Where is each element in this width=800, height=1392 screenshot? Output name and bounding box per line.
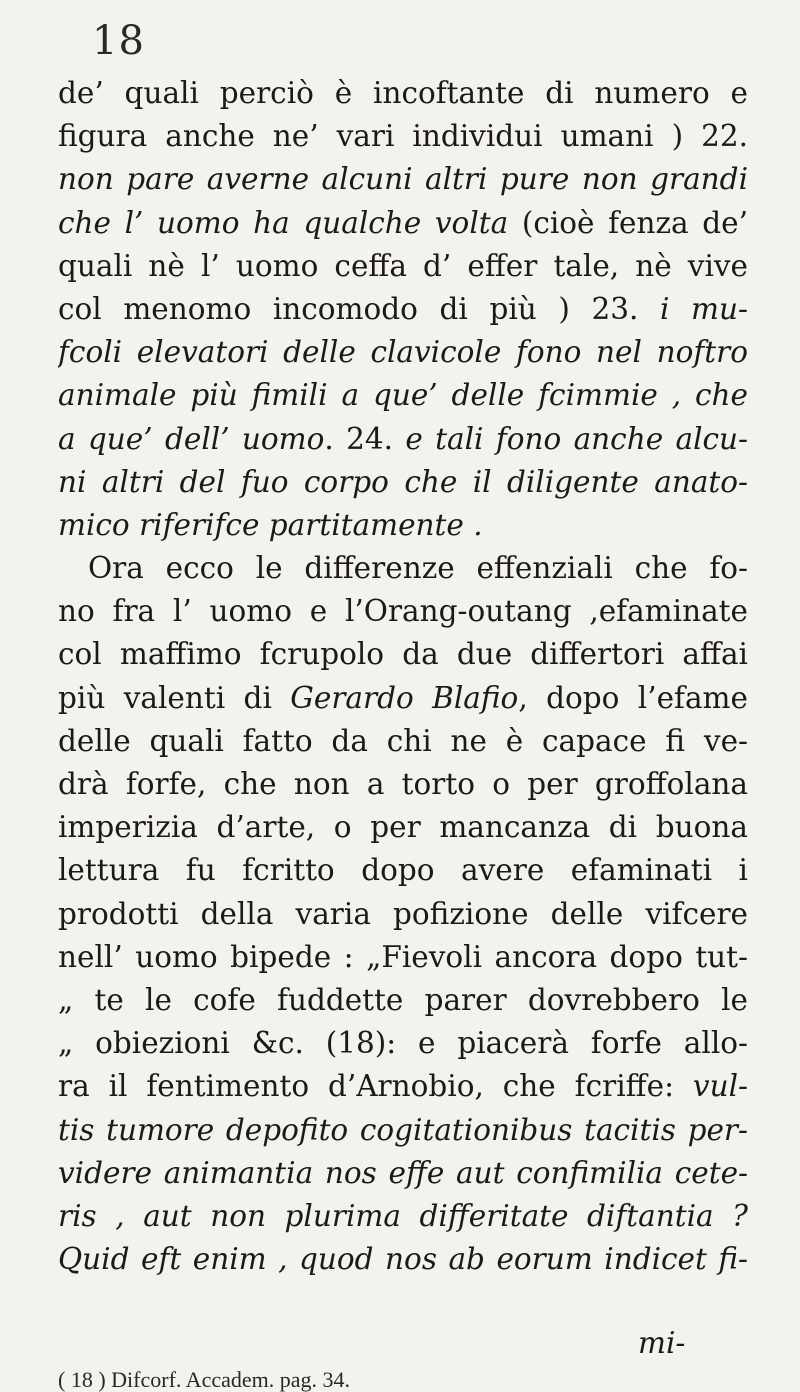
roman-text: „ te le cofe fuddette parer dovrebbero le	[58, 982, 748, 1017]
text-line	[58, 1109, 748, 1152]
text-line	[58, 806, 748, 849]
roman-text: . 24.	[324, 421, 406, 456]
text-line	[58, 893, 748, 936]
text-line	[58, 677, 748, 720]
text-line	[58, 1152, 748, 1195]
roman-text: nell’ uomo bipede : „Fievoli ancora dopo tut-	[58, 939, 748, 974]
text-line	[58, 979, 748, 1022]
italic-text: fcoli elevatori delle clavicole fono nel noftro	[58, 335, 748, 370]
roman-text: delle quali fatto da chi ne è capace fi ve-	[58, 723, 748, 758]
text-line	[58, 1022, 748, 1065]
text-line	[58, 331, 748, 374]
italic-text: ris , aut non plurima differitate diftantia ?	[58, 1198, 748, 1233]
roman-text: ra il fentimento d’Arnobio, che fcriffe:	[58, 1069, 693, 1104]
text-line	[58, 418, 748, 461]
roman-text: (cioè fenza de’	[508, 205, 748, 240]
italic-text: non pare averne alcuni altri pure non grandi	[58, 162, 748, 197]
roman-text: col menomo incomodo di più ) 23.	[58, 291, 661, 326]
text-line	[58, 72, 748, 115]
roman-text: figura anche ne’ vari individui umani ) 22.	[58, 119, 748, 154]
text-line	[58, 288, 748, 331]
roman-text: „ obiezioni &c. (18): e piacerà forfe allo-	[58, 1026, 748, 1061]
roman-text: col maffimo fcrupolo da due differtori affai	[58, 637, 748, 672]
text-line	[58, 1065, 748, 1108]
footnote: ( 18 ) Difcorf. Accadem. pag. 34.	[58, 1367, 351, 1392]
italic-text: animale più fimili a que’ delle fcimmie , che	[58, 378, 748, 413]
roman-text: lettura fu fcritto dopo avere efaminati i	[58, 853, 748, 888]
catchword: mi-	[638, 1326, 686, 1360]
text-line	[58, 849, 748, 892]
italic-text: che l’ uomo ha qualche volta	[58, 205, 509, 240]
text-line	[58, 374, 748, 417]
italic-text: a que’ dell’ uomo	[58, 421, 325, 456]
roman-text: più valenti di	[58, 680, 291, 715]
roman-text: no fra l’ uomo e l’Orang-outang ,efaminate	[58, 594, 748, 629]
roman-text: prodotti della varia pofizione delle vifcere	[58, 896, 748, 931]
text-line	[58, 245, 748, 288]
text-line	[58, 763, 748, 806]
roman-text: , dopo l’efame	[518, 680, 748, 715]
italic-text: videre animantia nos effe aut confimilia cete-	[58, 1155, 748, 1190]
text-line	[58, 461, 748, 504]
italic-text: Quid eft enim , quod nos ab eorum indicet fi-	[58, 1242, 748, 1277]
roman-text: Ora ecco le differenze effenziali che fo-	[88, 551, 748, 586]
text-line	[58, 547, 748, 590]
italic-text: ni altri del fuo corpo che il diligente anato-	[58, 464, 748, 499]
italic-text: Gerardo Blafio	[290, 680, 519, 715]
italic-text: e tali fono anche alcu-	[405, 421, 748, 456]
text-line	[58, 936, 748, 979]
text-line	[58, 720, 748, 763]
text-line	[58, 504, 748, 547]
italic-text: tis tumore depofito cogitationibus tacitis per-	[58, 1112, 748, 1147]
italic-text: mico riferifce partitamente .	[58, 507, 483, 542]
roman-text: imperizia d’arte, o per mancanza di buona	[58, 810, 748, 845]
roman-text: quali nè l’ uomo ceffa d’ effer tale, nè vive	[58, 248, 748, 283]
text-line	[58, 115, 748, 158]
text-line	[58, 590, 748, 633]
body-text	[58, 72, 748, 1281]
roman-text: de’ quali perciò è incoftante di numero e	[58, 76, 748, 110]
italic-text: vul-	[692, 1069, 748, 1104]
text-line	[58, 1195, 748, 1238]
roman-text: drà forfe, che non a torto o per groffolana	[58, 767, 748, 801]
text-line	[58, 1238, 748, 1281]
italic-text: i mu-	[660, 291, 748, 326]
text-line	[58, 633, 748, 676]
text-line	[58, 158, 748, 201]
page-number: 18	[92, 18, 145, 64]
text-line	[58, 202, 748, 245]
